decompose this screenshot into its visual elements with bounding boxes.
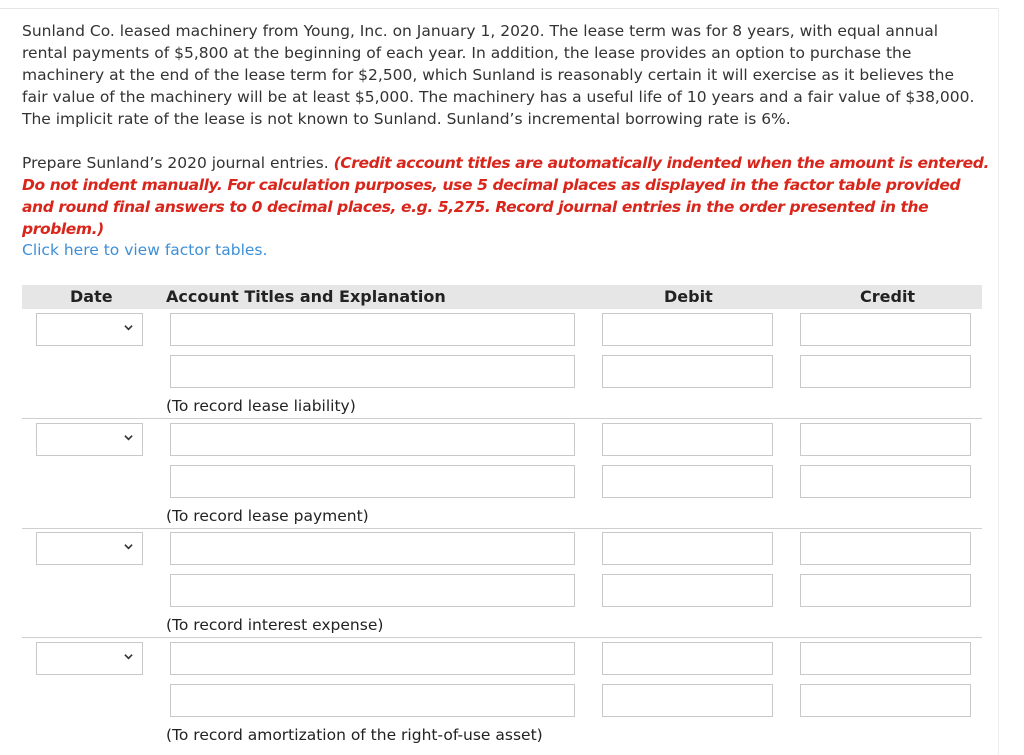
- header-date: Date: [70, 287, 113, 306]
- account-title-input[interactable]: [170, 423, 575, 456]
- header-credit: Credit: [860, 287, 916, 306]
- chevron-down-icon: [124, 433, 133, 442]
- credit-input[interactable]: [800, 684, 971, 717]
- entry-divider: [22, 637, 982, 638]
- debit-input[interactable]: [602, 532, 773, 565]
- credit-input[interactable]: [800, 465, 971, 498]
- account-title-input[interactable]: [170, 313, 575, 346]
- date-select[interactable]: [36, 423, 143, 456]
- debit-input[interactable]: [602, 642, 773, 675]
- right-divider: [998, 8, 999, 755]
- credit-input[interactable]: [800, 532, 971, 565]
- entry-divider: [22, 528, 982, 529]
- date-select[interactable]: [36, 642, 143, 675]
- top-divider: [0, 8, 998, 9]
- journal-table-header: [22, 285, 982, 309]
- debit-input[interactable]: [602, 313, 773, 346]
- header-account-titles: Account Titles and Explanation: [166, 287, 446, 306]
- account-title-input[interactable]: [170, 684, 575, 717]
- entry-explanation: (To record lease payment): [166, 507, 369, 525]
- account-title-input[interactable]: [170, 642, 575, 675]
- date-select[interactable]: [36, 313, 143, 346]
- header-debit: Debit: [664, 287, 713, 306]
- date-select[interactable]: [36, 532, 143, 565]
- chevron-down-icon: [124, 652, 133, 661]
- instructions: [22, 152, 992, 240]
- credit-input[interactable]: [800, 355, 971, 388]
- account-title-input[interactable]: [170, 532, 575, 565]
- credit-input[interactable]: [800, 423, 971, 456]
- problem-statement: Sunland Co. leased machinery from Young, Inc. on January 1, 2020. The lease term was for 8 years, with equal annual rental payments of $5,800 at the beginning of each year. In addition, the lease provides an option to purchase the machinery at the end of the lease term for $2,500, which Sunland is reasonably certain it will exercise as it believes the fair value of the machinery will be at least $5,000. The machinery has a useful life of 10 years and a fair value of $38,000. The implicit rate of the lease is not known to Sunland. Sunland’s incremental borrowing rate is 6%.: [22, 22, 975, 128]
- account-title-input[interactable]: [170, 574, 575, 607]
- debit-input[interactable]: [602, 423, 773, 456]
- credit-input[interactable]: [800, 574, 971, 607]
- entry-explanation: (To record lease liability): [166, 397, 356, 415]
- credit-input[interactable]: [800, 313, 971, 346]
- debit-input[interactable]: [602, 574, 773, 607]
- chevron-down-icon: [124, 323, 133, 332]
- factor-tables-link[interactable]: Click here to view factor tables.: [22, 241, 268, 259]
- debit-input[interactable]: [602, 684, 773, 717]
- instructions-emphasis: (Credit account titles are automatically indented when the amount is entered. Do not indent manually. For calculation purposes, use 5 decimal places as displayed in the factor table provided and round final answers to 0 decimal places, e.g. 5,275. Record journal entries in the order presented in the problem.): [22, 154, 989, 238]
- account-title-input[interactable]: [170, 355, 575, 388]
- account-title-input[interactable]: [170, 465, 575, 498]
- entry-explanation: (To record interest expense): [166, 616, 384, 634]
- chevron-down-icon: [124, 542, 133, 551]
- debit-input[interactable]: [602, 355, 773, 388]
- entry-divider: [22, 418, 982, 419]
- debit-input[interactable]: [602, 465, 773, 498]
- entry-explanation: (To record amortization of the right-of-use asset): [166, 726, 543, 744]
- credit-input[interactable]: [800, 642, 971, 675]
- instructions-lead: Prepare Sunland’s 2020 journal entries.: [22, 154, 334, 172]
